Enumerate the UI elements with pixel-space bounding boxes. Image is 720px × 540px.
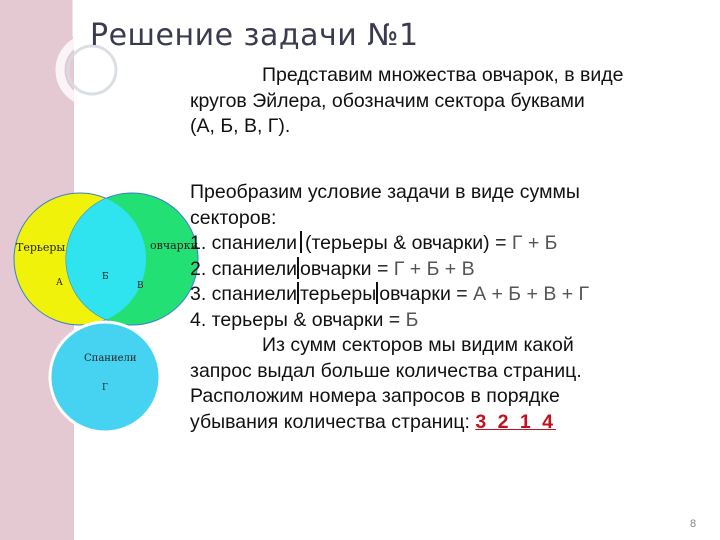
- separator-bar: [376, 282, 378, 304]
- condition-item-4: 4. терьеры & овчарки = Б: [190, 308, 419, 331]
- label-terriers: Терьеры: [16, 241, 66, 254]
- answer-sequence: 3 2 1 4: [475, 410, 556, 433]
- separator-bar: [300, 231, 302, 253]
- conclusion-line-4: убывания количества страниц: 3 2 1 4: [190, 410, 556, 433]
- conclusion-line-1: Из сумм секторов мы видим какой: [262, 334, 574, 356]
- euler-diagram: [10, 185, 200, 445]
- page-number: 8: [690, 518, 697, 530]
- sector-g: Г: [102, 383, 108, 393]
- sector-b: Б: [102, 272, 109, 282]
- intro-paragraph: [190, 63, 623, 140]
- intro-line-3: (А, Б, В, Г).: [190, 115, 291, 137]
- condition-item-2: 2. спаниели овчарки = Г + Б + В: [190, 257, 475, 280]
- spaniels-circle: [50, 322, 160, 432]
- sector-a: А: [56, 278, 63, 288]
- page-title: Решение задачи №1: [90, 18, 419, 53]
- label-shepherds: овчарки: [150, 239, 198, 252]
- conclusion-line-2: запрос выдал больше количества страниц.: [190, 359, 582, 382]
- condition-item-1: 1. спаниели (терьеры & овчарки) = Г + Б: [190, 232, 558, 254]
- label-spaniels: Спаниели: [84, 353, 137, 364]
- intro-line-1: Представим множества овчарок, в виде: [262, 64, 624, 86]
- conclusion-line-3: Расположим номера запросов в порядке: [190, 385, 560, 407]
- solution-body: [190, 180, 589, 435]
- separator-bar: [297, 282, 299, 304]
- intro-line-2: кругов Эйлера, обозначим сектора буквами: [190, 89, 585, 112]
- body-line-1: Преобразим условие задачи в виде суммы: [190, 181, 580, 203]
- body-line-2: секторов:: [190, 206, 277, 229]
- sector-v: В: [137, 281, 144, 291]
- condition-item-3: 3. спаниели терьеры овчарки = А + Б + В + Г: [190, 283, 590, 305]
- separator-bar: [297, 257, 299, 279]
